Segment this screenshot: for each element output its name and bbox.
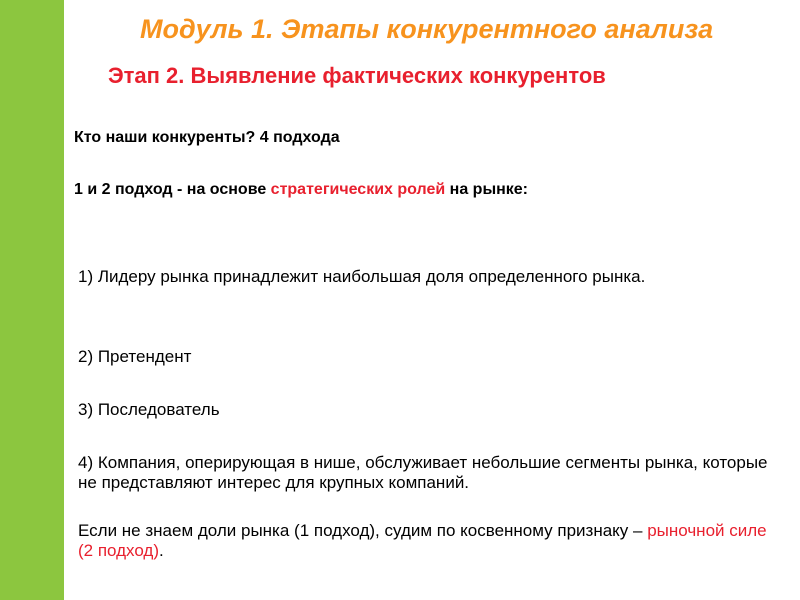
approach-prefix: 1 и 2 подход - на основе (74, 181, 271, 198)
stage-title: Этап 2. Выявление фактических конкурентов (108, 63, 606, 88)
approach-line (74, 179, 528, 201)
question-heading: Кто наши конкуренты? 4 подхода (74, 129, 340, 146)
approach-suffix: на рынке: (445, 181, 529, 198)
list-item-nicher: 4) Компания, оперирующая в нише, обслуживает небольшие сегменты рынка, которые не представляют интерес для крупных компаний. (78, 453, 768, 492)
list-item-follower: 3) Последователь (78, 400, 220, 419)
note-highlight: рыночной силе (2 подход) (78, 521, 767, 560)
list-item-leader: 1) Лидеру рынка принадлежит наибольшая доля определенного рынка. (78, 267, 646, 286)
approach-highlight: стратегических ролей (270, 181, 446, 198)
module-title: Модуль 1. Этапы конкурентного анализа (140, 14, 714, 44)
green-side-bar (0, 0, 64, 600)
market-share-note (78, 521, 778, 561)
note-prefix: Если не знаем доли рынка (1 подход), судим по косвенному признаку – (78, 521, 648, 540)
list-item-challenger: 2) Претендент (78, 347, 192, 366)
note-suffix: . (159, 541, 164, 560)
